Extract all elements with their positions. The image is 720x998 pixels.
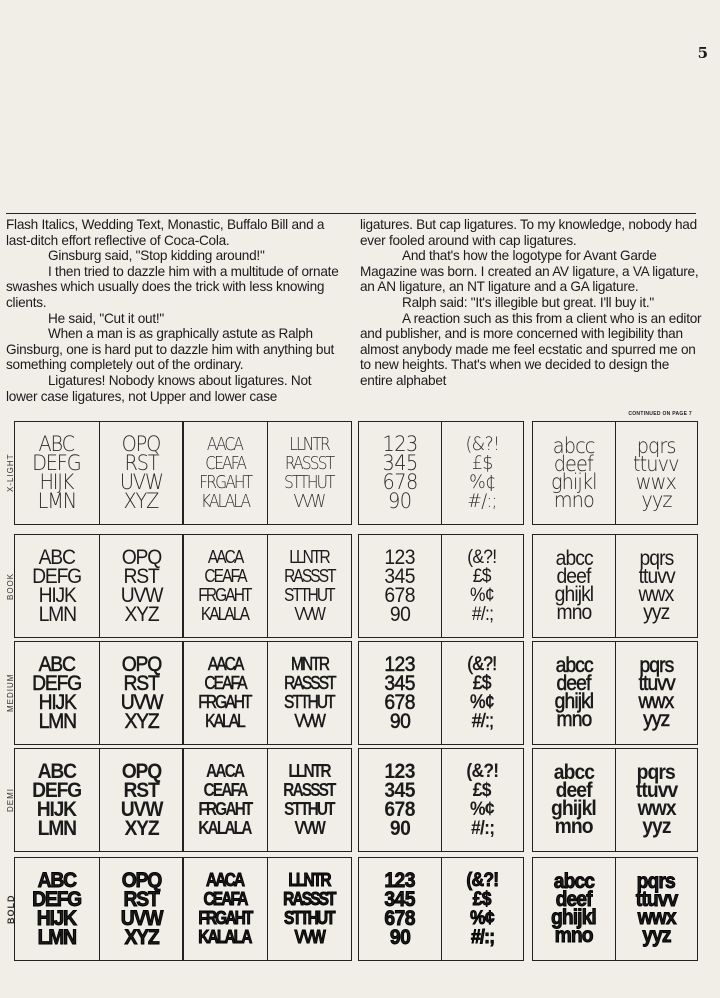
specimen-line: VVW <box>294 711 325 731</box>
specimen-line: STTHUT <box>284 908 335 928</box>
specimen-line: RST <box>123 779 159 802</box>
lowercase-specimen <box>532 641 698 745</box>
specimen-line: ghijkl <box>554 690 593 713</box>
specimen-row-medium <box>6 641 696 745</box>
figures-cell <box>359 422 441 524</box>
specimen-line: KALALA <box>198 927 251 947</box>
specimen-line: #/:; <box>470 927 494 948</box>
specimen-line: OPQ <box>121 869 161 892</box>
specimen-line: wwx <box>637 797 676 820</box>
specimen-line: deef <box>555 779 592 802</box>
specimen-line: ABC <box>38 653 75 676</box>
specimen-line: RST <box>124 451 159 475</box>
specimen-line: 678 <box>384 907 416 930</box>
specimen-line: yyz <box>642 924 671 947</box>
specimen-line: HIJK <box>39 470 74 494</box>
figures-cell <box>359 642 441 744</box>
specimen-line: %¢ <box>469 471 496 493</box>
ligature-specimen <box>182 421 352 525</box>
paragraph: ligatures. But cap ligatures. To my knowledge, nobody had ever fooled around with cap ligatures. <box>360 217 697 248</box>
symbols-cell <box>441 749 524 851</box>
specimen-line: RASSST <box>285 453 334 474</box>
ligature-cell-a <box>183 858 267 960</box>
specimen-line: CEAFA <box>204 453 245 474</box>
specimen-line: (&?! <box>467 654 497 675</box>
specimen-line: FRGAHT <box>198 908 252 928</box>
specimen-line: %¢ <box>470 692 495 713</box>
ligature-cell-a <box>183 749 267 851</box>
specimen-line: STTHUT <box>284 585 335 605</box>
specimen-line: yyz <box>643 601 670 624</box>
lowercase-cell-b <box>615 749 698 851</box>
specimen-line: pqrs <box>636 434 676 458</box>
specimen-line: abcc <box>553 761 594 784</box>
figures-specimen <box>358 421 524 525</box>
specimen-line: #/:; <box>471 604 493 625</box>
specimen-line: ttuvv <box>638 672 675 695</box>
specimen-line: RASSST <box>283 566 335 586</box>
specimen-line: 90 <box>389 710 410 733</box>
specimen-line: ghijkl <box>550 470 597 494</box>
figures-cell <box>359 858 441 960</box>
specimen-line: ghijkl <box>551 906 597 929</box>
specimen-line: 123 <box>384 869 416 892</box>
lowercase-specimen <box>532 857 698 961</box>
figures-cell <box>359 535 441 637</box>
lowercase-specimen <box>532 748 698 852</box>
specimen-line: 678 <box>384 584 416 607</box>
specimen-line: mno <box>556 708 592 731</box>
specimen-line: HIJK <box>37 907 77 930</box>
specimen-line: VVW <box>294 927 325 947</box>
specimen-line: XYZ <box>124 817 159 840</box>
specimen-line: RST <box>123 888 159 911</box>
specimen-line: #/:; <box>467 490 497 512</box>
specimen-row-book <box>6 534 696 638</box>
specimen-line: ABC <box>38 546 75 569</box>
ligature-cell-b <box>267 858 352 960</box>
symbols-cell <box>441 422 524 524</box>
specimen-line: HIJK <box>38 584 76 607</box>
paragraph: Flash Italics, Wedding Text, Monastic, Buffalo Bill and a last-ditch effort reflective of Coca-Cola. <box>6 217 325 248</box>
specimen-line: AACA <box>206 870 244 890</box>
ligature-specimen <box>182 641 352 745</box>
specimen-line: 123 <box>384 760 416 783</box>
specimen-line: £$ <box>473 780 492 801</box>
specimen-line: mno <box>556 601 592 624</box>
ligature-specimen <box>182 534 352 638</box>
lowercase-cell-a <box>533 422 615 524</box>
symbols-cell <box>441 535 524 637</box>
specimen-line: £$ <box>473 889 492 910</box>
specimen-line: 90 <box>388 489 412 513</box>
specimen-line: ttuvv <box>638 565 675 588</box>
paragraph: I then tried to dazzle him with a multitude of ornate swashes which usually does the trick with less knowing clients. <box>6 263 339 310</box>
paragraph: He said, "Cut it out!" <box>48 310 164 326</box>
specimen-line: abcc <box>555 654 593 677</box>
ligature-cell-b <box>267 749 352 851</box>
specimen-line: £$ <box>473 673 492 694</box>
specimen-line: yyz <box>641 488 672 512</box>
caps-cell-a <box>15 749 99 851</box>
specimen-line: FRGAHT <box>198 585 251 605</box>
specimen-line: wwx <box>636 470 677 494</box>
specimen-line: LMN <box>37 817 76 840</box>
ligature-cell-a <box>183 642 267 744</box>
specimen-line: deef <box>556 672 591 695</box>
specimen-line: UVW <box>119 470 163 494</box>
specimen-line: LLNTR <box>288 870 330 890</box>
specimen-line: RST <box>123 672 159 695</box>
specimen-line: KALAL <box>205 711 245 731</box>
figures-cell <box>359 749 441 851</box>
specimen-line: pqrs <box>637 870 676 893</box>
specimen-line: %¢ <box>470 585 495 606</box>
specimen-line: 678 <box>382 470 418 494</box>
specimen-line: RASSST <box>283 889 335 909</box>
specimen-line: VVW <box>294 818 325 838</box>
symbols-cell <box>441 858 524 960</box>
specimen-line: FRGAHT <box>198 692 251 712</box>
page-number: 5 <box>697 44 708 62</box>
specimen-line: £$ <box>471 452 493 474</box>
specimen-line: CEAFA <box>204 566 246 586</box>
ligature-specimen <box>182 857 352 961</box>
specimen-line: HIJK <box>38 691 76 714</box>
specimen-line: STTHUT <box>284 692 335 712</box>
ligature-specimen <box>182 748 352 852</box>
lowercase-cell-a <box>533 642 615 744</box>
caps-cell-b <box>99 422 184 524</box>
caps-specimen <box>14 421 184 525</box>
lowercase-cell-b <box>615 642 698 744</box>
specimen-line: UVW <box>120 907 162 930</box>
specimen-line: AACA <box>207 547 243 567</box>
specimen-line: #/:; <box>470 818 494 839</box>
specimen-line: deef <box>556 565 591 588</box>
specimen-line: 123 <box>384 546 416 569</box>
paragraph: And that's how the logotype for Avant Garde Magazine was born. I created an AV ligature, a VA ligature, an AN ligature, an NT ligature and a GA ligature. <box>360 248 699 295</box>
specimen-line: 345 <box>384 672 416 695</box>
specimen-line: (&?! <box>465 433 500 455</box>
specimen-line: FRGAHT <box>198 472 251 493</box>
specimen-line: KALALA <box>201 604 249 624</box>
figures-specimen <box>358 641 524 745</box>
weight-label: MEDIUM <box>6 673 15 713</box>
specimen-line: HIJK <box>37 798 77 821</box>
specimen-line: DEFG <box>32 672 82 695</box>
specimen-line: mno <box>553 488 594 512</box>
specimen-line: ghijkl <box>551 797 597 820</box>
specimen-row-bold <box>6 857 696 961</box>
specimen-line: XYZ <box>123 489 159 513</box>
weight-label: DEMI <box>6 788 15 812</box>
continued-note: CONTINUED ON PAGE 7 <box>628 411 692 417</box>
specimen-line: LLNTR <box>289 434 330 455</box>
caps-specimen <box>14 748 184 852</box>
weight-label: BOOK <box>6 572 15 600</box>
specimen-line: CEAFA <box>204 673 246 693</box>
specimen-line: OPQ <box>121 546 161 569</box>
specimen-line: 345 <box>382 451 418 475</box>
specimen-line: AACA <box>206 761 244 781</box>
figures-specimen <box>358 857 524 961</box>
specimen-line: pqrs <box>637 761 676 784</box>
specimen-line: 90 <box>389 603 410 626</box>
specimen-line: 90 <box>389 926 410 949</box>
specimen-line: AACA <box>207 434 243 455</box>
specimen-line: XYZ <box>124 603 159 626</box>
specimen-line: DEFG <box>32 565 82 588</box>
specimen-line: ttuvv <box>633 452 680 476</box>
lowercase-cell-a <box>533 535 615 637</box>
specimen-line: (&?! <box>467 547 497 568</box>
specimen-line: LLNTR <box>289 547 330 567</box>
specimen-line: £$ <box>473 566 492 587</box>
caps-cell-a <box>15 535 99 637</box>
lowercase-cell-b <box>615 535 698 637</box>
specimen-line: LMN <box>37 489 76 513</box>
top-rule <box>6 213 696 214</box>
specimen-line: ttuvv <box>635 888 678 911</box>
specimen-line: wwx <box>637 906 676 929</box>
specimen-line: LMN <box>37 926 76 949</box>
caps-cell-a <box>15 422 99 524</box>
specimen-line: wwx <box>638 690 674 713</box>
caps-cell-b <box>99 858 184 960</box>
specimen-line: AACA <box>207 654 243 674</box>
specimen-line: 345 <box>384 888 416 911</box>
specimen-line: DEFG <box>32 451 81 475</box>
specimen-line: yyz <box>642 815 671 838</box>
specimen-line: STTHUT <box>284 472 335 493</box>
specimen-line: deef <box>555 888 592 911</box>
specimen-line: yyz <box>643 708 670 731</box>
specimen-line: ABC <box>37 760 76 783</box>
ligature-cell-b <box>267 535 352 637</box>
ligature-cell-b <box>267 422 352 524</box>
specimen-line: (&?! <box>466 870 499 891</box>
article-left-column <box>6 217 344 404</box>
specimen-line: KALALA <box>198 818 251 838</box>
specimen-line: #/:; <box>471 711 493 732</box>
specimen-line: 90 <box>389 817 410 840</box>
specimen-line: LMN <box>38 710 76 733</box>
specimen-line: mno <box>554 815 593 838</box>
article-right-column <box>360 217 705 389</box>
specimen-line: (&?! <box>466 761 499 782</box>
specimen-line: DEFG <box>32 888 82 911</box>
figures-specimen <box>358 534 524 638</box>
specimen-row-demi <box>6 748 696 852</box>
specimen-line: OPQ <box>121 760 161 783</box>
lowercase-cell-a <box>533 749 615 851</box>
specimen-line: 678 <box>384 691 416 714</box>
specimen-line: LLNTR <box>288 761 330 781</box>
caps-specimen <box>14 534 184 638</box>
caps-cell-b <box>99 749 184 851</box>
symbols-cell <box>441 642 524 744</box>
specimen-row-x-light <box>6 421 696 525</box>
specimen-line: DEFG <box>32 779 82 802</box>
specimen-line: %¢ <box>470 799 495 820</box>
lowercase-cell-b <box>615 858 698 960</box>
ligature-cell-a <box>183 535 267 637</box>
specimen-line: mno <box>554 924 593 947</box>
specimen-line: deef <box>554 452 594 476</box>
caps-cell-b <box>99 535 184 637</box>
specimen-line: 345 <box>384 565 416 588</box>
specimen-line: ABC <box>37 869 76 892</box>
caps-specimen <box>14 857 184 961</box>
paragraph: Ligatures! Nobody knows about ligatures. Not lower case ligatures, not Upper and lower case <box>6 372 312 404</box>
specimen-line: UVW <box>120 584 162 607</box>
specimen-line: pqrs <box>639 547 674 570</box>
specimen-line: pqrs <box>639 654 674 677</box>
specimen-line: UVW <box>120 798 162 821</box>
paragraph: A reaction such as this from a client who is an editor and publisher, and is more concerned with legibility than almost anybody made me feel ecstatic and spurred me on to new heights. That's when we decided to design the entire alphabet <box>360 310 702 388</box>
specimen-line: %¢ <box>470 908 495 929</box>
specimen-line: KALALA <box>200 491 249 512</box>
paragraph: Ginsburg said, "Stop kidding around!" <box>48 248 265 264</box>
specimen-line: 345 <box>384 779 416 802</box>
specimen-line: abcc <box>555 547 593 570</box>
weight-label: X-LIGHT <box>6 453 15 493</box>
specimen-line: MNTR <box>290 654 328 674</box>
caps-cell-a <box>15 642 99 744</box>
specimen-line: 123 <box>382 432 418 456</box>
specimen-line: abcc <box>552 434 595 458</box>
ligature-cell-b <box>267 642 352 744</box>
lowercase-cell-a <box>533 858 615 960</box>
specimen-line: UVW <box>120 691 162 714</box>
specimen-line: CEAFA <box>203 889 247 909</box>
specimen-line: 123 <box>384 653 416 676</box>
ligature-cell-a <box>183 422 267 524</box>
specimen-line: ghijkl <box>554 583 593 606</box>
specimen-line: STTHUT <box>284 799 335 819</box>
caps-cell-b <box>99 642 184 744</box>
specimen-line: CEAFA <box>203 780 247 800</box>
specimen-line: RASSST <box>283 780 335 800</box>
specimen-line: abcc <box>553 870 594 893</box>
specimen-line: RST <box>123 565 159 588</box>
lowercase-cell-b <box>615 422 698 524</box>
weight-label: BOLD <box>6 894 16 924</box>
figures-specimen <box>358 748 524 852</box>
specimen-line: OPQ <box>121 653 161 676</box>
caps-specimen <box>14 641 184 745</box>
specimen-line: XYZ <box>124 710 159 733</box>
specimen-line: ttuvv <box>635 779 678 802</box>
specimen-line: ABC <box>39 432 75 456</box>
caps-cell-a <box>15 858 99 960</box>
type-specimen-grid <box>6 421 696 997</box>
specimen-line: FRGAHT <box>198 799 252 819</box>
specimen-line: RASSST <box>283 673 335 693</box>
lowercase-specimen <box>532 421 698 525</box>
paragraph: When a man is as graphically astute as Ralph Ginsburg, one is hard put to dazzle him with anything but something completely out of the ordinary. <box>6 326 335 373</box>
specimen-line: LMN <box>38 603 76 626</box>
specimen-line: VVW <box>294 604 325 624</box>
lowercase-specimen <box>532 534 698 638</box>
specimen-line: wwx <box>638 583 674 606</box>
specimen-line: OPQ <box>122 432 161 456</box>
specimen-line: VVW <box>293 491 325 512</box>
paragraph: Ralph said: "It's illegible but great. I'll buy it." <box>402 294 654 310</box>
specimen-line: XYZ <box>124 926 159 949</box>
specimen-line: 678 <box>384 798 416 821</box>
